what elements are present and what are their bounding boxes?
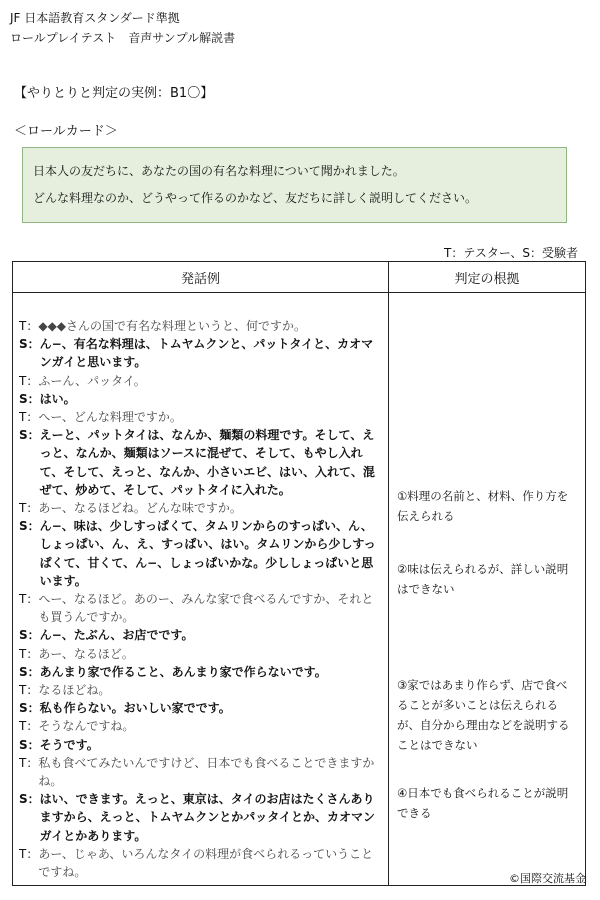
dialogue-line bbox=[19, 517, 382, 590]
dialogue-cell bbox=[13, 293, 389, 886]
utterance-text: ◆◆◆さんの国で有名な料理というと、何ですか。 bbox=[38, 319, 307, 333]
utterance-text: そうです。 bbox=[39, 737, 99, 752]
dialogue-line bbox=[19, 736, 382, 754]
dialogue-line bbox=[19, 754, 382, 790]
rationale-item: ③家ではあまり作らず、店で食べることが多いことは伝えられるが、自分から理由などを説明することはできない bbox=[397, 678, 570, 752]
table-body-row bbox=[13, 293, 586, 886]
rolecard-label: ＜ロールカード＞ bbox=[14, 124, 118, 139]
utterance-text: ん−、有名な料理は、トムヤムクンと、パットタイと、カオマンガイと思います。 bbox=[39, 337, 374, 370]
speaker-label: T： bbox=[19, 755, 39, 770]
sample-table bbox=[12, 261, 586, 886]
utterance-text: 私も作らない。おいしい家でです。 bbox=[39, 701, 231, 716]
dialogue-line bbox=[19, 790, 382, 845]
column-header-dialogue: 発話例 bbox=[13, 262, 389, 293]
dialogue-line bbox=[19, 372, 382, 390]
dialogue-line bbox=[19, 590, 382, 626]
dialogue-line bbox=[19, 717, 382, 735]
utterance-text: えーと、パットタイは、なんか、麺類の料理です。そして、えっと、なんか、麺類はソースに混ぜて、そして、もやし入れて、そして、えっと、なんか、小さいエビ、はい、入れて、混ぜて、炒めて、そして、パットタイに入れた。 bbox=[39, 428, 375, 497]
speaker-label: S： bbox=[19, 737, 40, 752]
speaker-label: T： bbox=[19, 410, 39, 425]
speaker-label: S： bbox=[19, 792, 40, 807]
column-header-rationale: 判定の根拠 bbox=[389, 262, 586, 293]
utterance-text: そうなんですね。 bbox=[38, 719, 135, 734]
dialogue-line bbox=[19, 845, 382, 881]
speaker-label: S： bbox=[19, 391, 40, 406]
rolecard-box bbox=[22, 147, 567, 223]
speaker-label: T： bbox=[19, 719, 39, 734]
dialogue-line bbox=[19, 663, 382, 681]
speaker-label: T： bbox=[19, 846, 39, 861]
speaker-label: T： bbox=[19, 646, 39, 661]
speaker-label: T： bbox=[19, 592, 39, 607]
header-line-standard: JF 日本語教育スタンダード準拠 bbox=[10, 11, 180, 25]
speaker-legend: T：テスター、S：受験者 bbox=[444, 246, 578, 260]
speaker-label: S： bbox=[19, 337, 40, 352]
dialogue-line bbox=[19, 699, 382, 717]
speaker-label: S： bbox=[19, 428, 40, 443]
dialogue-list bbox=[13, 293, 388, 885]
dialogue-line bbox=[19, 335, 382, 371]
speaker-label: S： bbox=[19, 664, 40, 679]
utterance-text: ふーん、パッタイ。 bbox=[38, 373, 146, 388]
speaker-label: T： bbox=[19, 501, 39, 516]
utterance-text: へー、なるほど。あのー、みんな家で食べるんですか、それとも買うんですか。 bbox=[38, 592, 374, 625]
rolecard-line-2: どんな料理なのか、どうやって作るのかなど、友だちに詳しく説明してください。 bbox=[33, 191, 478, 205]
rationale-cell bbox=[389, 293, 586, 886]
rationale-item: ②味は伝えられるが、詳しい説明はできない bbox=[397, 562, 569, 596]
table-header-row bbox=[13, 262, 586, 293]
speaker-label: T： bbox=[19, 683, 39, 698]
document-header bbox=[10, 8, 235, 48]
utterance-text: なるほどね。 bbox=[38, 683, 111, 698]
utterance-text: 私も食べてみたいんですけど、日本でも食べることできますかね。 bbox=[38, 755, 375, 789]
dialogue-line bbox=[19, 317, 382, 335]
copyright-footer: ©国際交流基金 bbox=[509, 872, 586, 885]
speaker-label: T： bbox=[19, 319, 39, 333]
utterance-text: ん−、たぶん、お店でです。 bbox=[39, 628, 194, 643]
dialogue-line bbox=[19, 408, 382, 426]
utterance-text: はい。 bbox=[39, 391, 76, 406]
speaker-label: S： bbox=[19, 628, 40, 643]
rolecard-line-1: 日本人の友だちに、あなたの国の有名な料理について聞かれました。 bbox=[33, 164, 405, 178]
utterance-text: へー、どんな料理ですか。 bbox=[38, 410, 182, 425]
header-line-title: ロールプレイテスト 音声サンプル解説書 bbox=[10, 31, 236, 45]
rationale-item: ①料理の名前と、材料、作り方を伝えられる bbox=[397, 489, 569, 523]
utterance-text: あー、じゃあ、いろんなタイの料理が食べられるっていうことですね。 bbox=[38, 846, 374, 880]
dialogue-line bbox=[19, 645, 382, 663]
speaker-label: T： bbox=[19, 373, 39, 388]
rationale-item: ④日本でも食べられることが説明できる bbox=[397, 786, 569, 820]
utterance-text: あんまり家で作ること、あんまり家で作らないです。 bbox=[39, 664, 327, 679]
utterance-text: あー、なるほどね。どんな味ですか。 bbox=[38, 501, 242, 516]
dialogue-line bbox=[19, 426, 382, 499]
utterance-text: ん−、味は、少しすっぱくて、タムリンからのすっぱい、ん、しょっぱい、ん、え、すっぱい、はい。タムリンから少しすっぱくて、甘くて、ん−、しょっぱいかな。少ししょっぱいと思います。 bbox=[39, 519, 376, 588]
utterance-text: あー、なるほど。 bbox=[38, 646, 134, 661]
speaker-label: S： bbox=[19, 701, 40, 716]
example-title: 【やりとりと判定の実例：B1〇】 bbox=[14, 86, 214, 101]
dialogue-line bbox=[19, 681, 382, 699]
dialogue-line bbox=[19, 499, 382, 517]
dialogue-line bbox=[19, 390, 382, 408]
speaker-label: S： bbox=[19, 519, 40, 534]
utterance-text: はい、できます。えっと、東京は、タイのお店はたくさんありますから、えっと、トムヤムクンとかパッタイとか、カオマンガイとかあります。 bbox=[39, 792, 376, 843]
dialogue-line bbox=[19, 626, 382, 644]
